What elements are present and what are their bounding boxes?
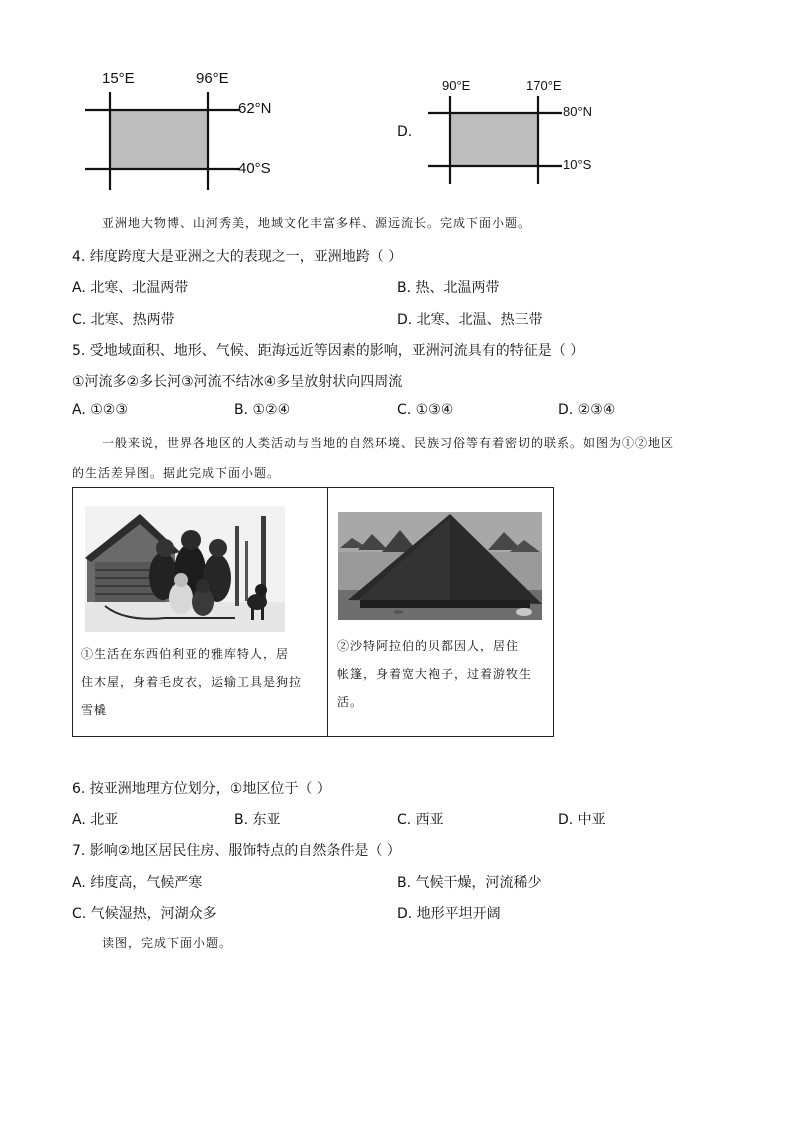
q4-option-b[interactable]: B. 热、北温两带 (397, 280, 500, 296)
yakut-caption (81, 640, 321, 724)
table-divider (327, 488, 328, 736)
map-d (420, 76, 620, 192)
life-comparison-table (72, 487, 554, 737)
map-d-region (450, 113, 538, 166)
q4-option-a[interactable]: A. 北寒、北温两带 (72, 280, 189, 296)
map-c (80, 70, 310, 200)
bedouin-caption (337, 632, 551, 716)
map-d-lon-left-label: 90°E (442, 78, 471, 93)
q6-option-a[interactable]: A. 北亚 (72, 812, 119, 828)
q4-option-c[interactable]: C. 北寒、热两带 (72, 312, 175, 328)
bedouin-tent-photo (338, 512, 542, 620)
map-d-option-label: D. (397, 124, 413, 140)
intro-life-line1: 一般来说，世界各地区的人类活动与当地的自然环境、民族习俗等有着密切的联系。如图为①②地区 (102, 436, 675, 450)
intro-asia: 亚洲地大物博、山河秀美，地域文化丰富多样、源远流长。完成下面小题。 (102, 216, 532, 230)
map-d-lat-bottom-label: 10°S (563, 157, 592, 172)
map-c-grid (80, 70, 310, 200)
bedouin-caption-line1: ②沙特阿拉伯的贝都因人，居住 (337, 639, 520, 653)
intro-life-line2: 的生活差异图。据此完成下面小题。 (72, 466, 281, 480)
map-d-lon-right-label: 170°E (526, 78, 562, 93)
q5-option-a[interactable]: A. ①②③ (72, 402, 128, 418)
q5-option-c[interactable]: C. ①③④ (397, 402, 454, 418)
q7-option-a[interactable]: A. 纬度高，气候严寒 (72, 875, 203, 891)
map-c-lat-bottom-label: 40°S (238, 160, 271, 177)
q5-statements: ①河流多②多长河③河流不结冰④多呈放射状向四周流 (72, 374, 403, 390)
yakut-caption-line2: 住木屋，身着毛皮衣，运输工具是狗拉 (81, 675, 303, 689)
yakut-caption-line1: ①生活在东西伯利亚的雅库特人，居 (81, 647, 290, 661)
q7-option-b[interactable]: B. 气候干燥，河流稀少 (397, 875, 542, 891)
bedouin-caption-line2: 帐篷，身着宽大袍子，过着游牧生 (337, 667, 533, 681)
intro-read: 读图，完成下面小题。 (102, 936, 233, 950)
q7-stem: 7. 影响②地区居民住房、服饰特点的自然条件是（ ） (72, 843, 401, 859)
q5-option-d[interactable]: D. ②③④ (558, 402, 616, 418)
q4-option-d[interactable]: D. 北寒、北温、热三带 (397, 312, 543, 328)
map-d-grid (420, 76, 620, 192)
bedouin-caption-line3: 活。 (337, 695, 364, 709)
q6-stem: 6. 按亚洲地理方位划分，①地区位于（ ） (72, 781, 331, 797)
map-c-region (110, 110, 208, 169)
q5-stem: 5. 受地域面积、地形、气候、距海远近等因素的影响，亚洲河流具有的特征是（ ） (72, 343, 585, 359)
map-c-lon-left-label: 15°E (102, 70, 135, 87)
map-c-lat-top-label: 62°N (238, 100, 272, 117)
q6-option-d[interactable]: D. 中亚 (558, 812, 606, 828)
yakut-caption-line3: 雪橇 (81, 703, 108, 717)
map-d-lat-top-label: 80°N (563, 104, 593, 119)
q7-option-c[interactable]: C. 气候湿热，河湖众多 (72, 906, 217, 922)
q4-stem: 4. 纬度跨度大是亚洲之大的表现之一，亚洲地跨（ ） (72, 249, 403, 265)
q5-option-b[interactable]: B. ①②④ (234, 402, 291, 418)
map-c-lon-right-label: 96°E (196, 70, 229, 87)
q6-option-c[interactable]: C. 西亚 (397, 812, 444, 828)
yakut-photo (85, 506, 285, 632)
q6-option-b[interactable]: B. 东亚 (234, 812, 281, 828)
q7-option-d[interactable]: D. 地形平坦开阔 (397, 906, 501, 922)
